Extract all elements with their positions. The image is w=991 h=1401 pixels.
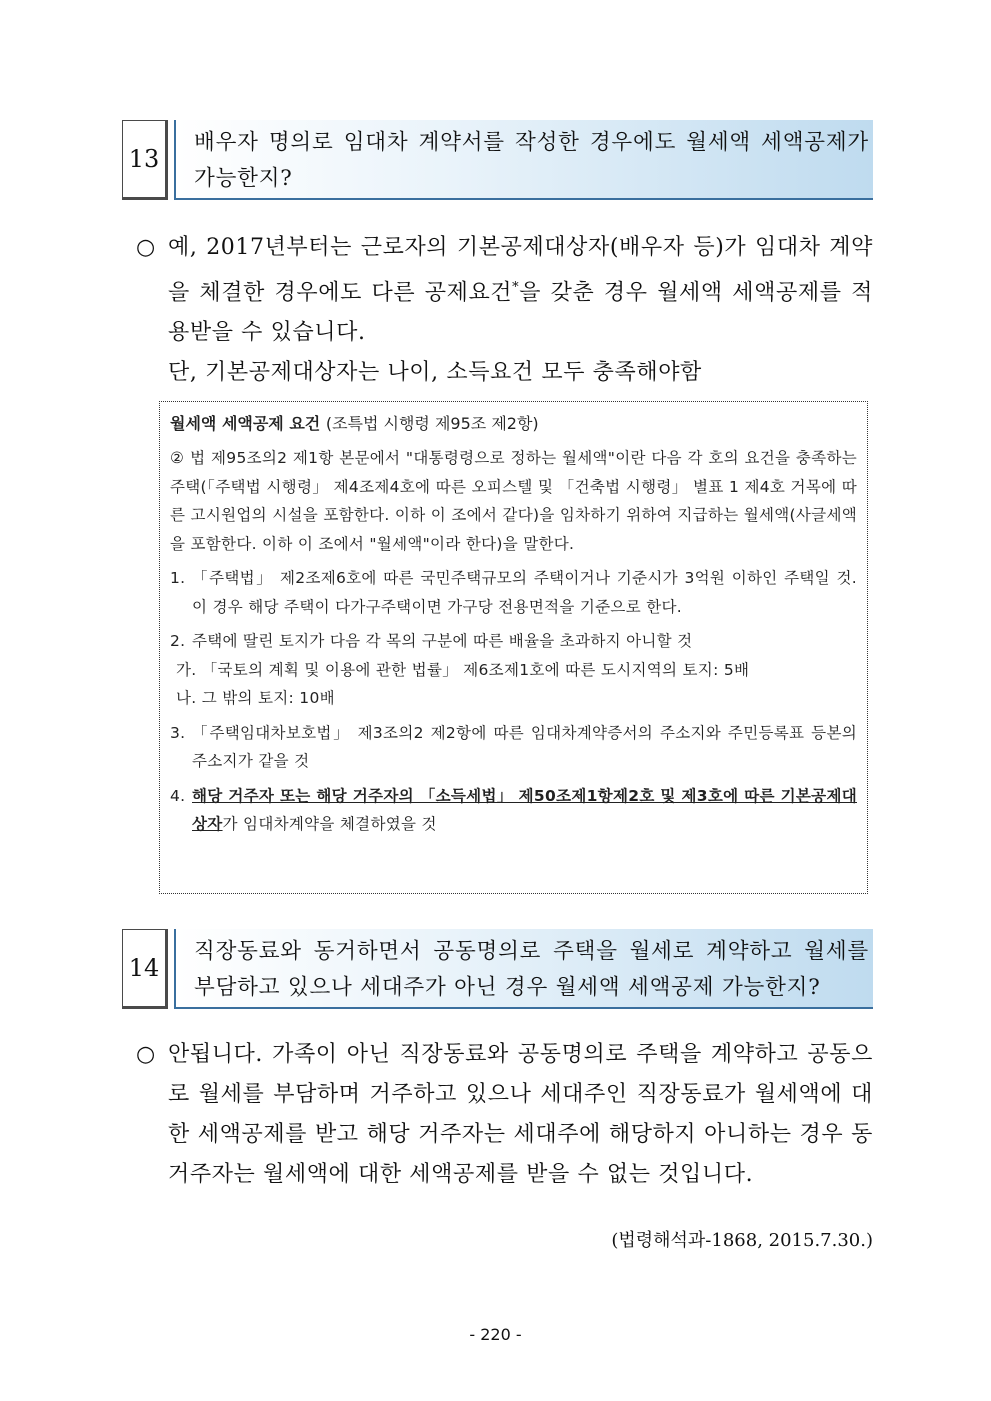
item-number: 3. bbox=[170, 723, 186, 742]
item-text: 가 임대차계약을 체결하였을 것 bbox=[222, 815, 437, 833]
box-item-2 bbox=[170, 627, 857, 656]
footnote-mark: * bbox=[512, 280, 520, 295]
box-intro: ② 법 제95조의2 제1항 본문에서 "대통령령으로 정하는 월세액"이란 다음 각 호의 요건을 충족하는 주택(「주택법 시행령」 제4조제4호에 따른 오피스텔 및 「건축법 시행령」 별표 1 제4호 거목에 따른 고시원업의 시설을 포함한다. 이하 이 조에서 같다)을 임차하기 위하여 지급하는 월세액(사글세액을 포함한다. 이하 이 조에서 "월세액"이라 한다)을 말한다. bbox=[170, 449, 857, 553]
box-item-2-na: 나. 그 밖의 토지: 10배 bbox=[176, 689, 335, 707]
box-item-3 bbox=[170, 719, 857, 776]
question-text: 배우자 명의로 임대차 계약서를 작성한 경우에도 월세액 세액공제가 가능한지? bbox=[194, 130, 869, 191]
box-title-sub: (조특법 시행령 제95조 제2항) bbox=[325, 414, 539, 433]
question-bar bbox=[174, 929, 873, 1009]
answer-text-b: 을 갖춘 경우 월세액 세액공제를 적용받을 수 있습니다. bbox=[168, 280, 873, 346]
answer-text bbox=[168, 228, 873, 353]
legal-excerpt-box bbox=[159, 401, 868, 894]
item-number: 4. bbox=[170, 786, 186, 805]
box-title-main: 월세액 세액공제 요건 bbox=[170, 414, 321, 433]
item-number: 2. bbox=[170, 632, 186, 650]
box-item-2-ga: 가. 「국토의 계획 및 이용에 관한 법률」 제6조제1호에 따른 도시지역의 토지: 5배 bbox=[176, 660, 750, 679]
question-bar bbox=[174, 120, 873, 200]
item-text-emphasis: 해당 거주자 또는 해당 거주자의 「소득세법」 제50조제1항제2호 및 제3호에 따른 기본공제대상자 bbox=[192, 786, 857, 833]
answer-note: 단, 기본공제대상자는 나이, 소득요건 모두 충족해야함 bbox=[168, 360, 702, 385]
box-item-1 bbox=[170, 564, 857, 621]
item-number: 1. bbox=[170, 569, 186, 587]
answer-14 bbox=[136, 1035, 873, 1195]
question-number: 13 bbox=[122, 120, 168, 200]
answer-text-a: 예, 2017년부터는 근로자의 기본공제대상자(배우자 등)가 임대차 계약을 체결한 경우에도 다른 공제요건 bbox=[168, 235, 873, 306]
citation: (법령해석과-1868, 2015.7.30.) bbox=[611, 1230, 873, 1251]
box-item-4 bbox=[170, 782, 857, 839]
question-13 bbox=[122, 120, 873, 202]
answer-13 bbox=[136, 228, 873, 353]
item-text: 「주택임대차보호법」 제3조의2 제2항에 따른 임대차계약증서의 주소지와 주민등록표 등본의 주소지가 같을 것 bbox=[192, 723, 857, 770]
question-number: 14 bbox=[122, 929, 168, 1009]
question-14 bbox=[122, 929, 873, 1011]
bullet-icon: ○ bbox=[136, 235, 156, 260]
page-number: - 220 - bbox=[469, 1325, 522, 1344]
item-text: 주택에 딸린 토지가 다음 각 목의 구분에 따른 배율을 초과하지 아니할 것 bbox=[192, 632, 693, 650]
question-text: 직장동료와 동거하면서 공동명의로 주택을 월세로 계약하고 월세를 부담하고 있으나 세대주가 아닌 경우 월세액 세액공제 가능한지? bbox=[194, 939, 869, 1000]
bullet-icon: ○ bbox=[136, 1042, 156, 1067]
box-title bbox=[170, 410, 857, 438]
answer-text: 안됩니다. 가족이 아닌 직장동료와 공동명의로 주택을 계약하고 공동으로 월세를 부담하며 거주하고 있으나 세대주인 직장동료가 월세액에 대한 세액공제를 받고 해당 거주자는 세대주에 해당하지 아니하는 경우 동 거주자는 월세액에 대한 세액공제를 받을 수 없는 것입니다. bbox=[168, 1042, 873, 1187]
item-text: 「주택법」 제2조제6호에 따른 국민주택규모의 주택이거나 기준시가 3억원 이하인 주택일 것. 이 경우 해당 주택이 다가구주택이면 가구당 전용면적을 기준으로 한다. bbox=[192, 569, 857, 616]
